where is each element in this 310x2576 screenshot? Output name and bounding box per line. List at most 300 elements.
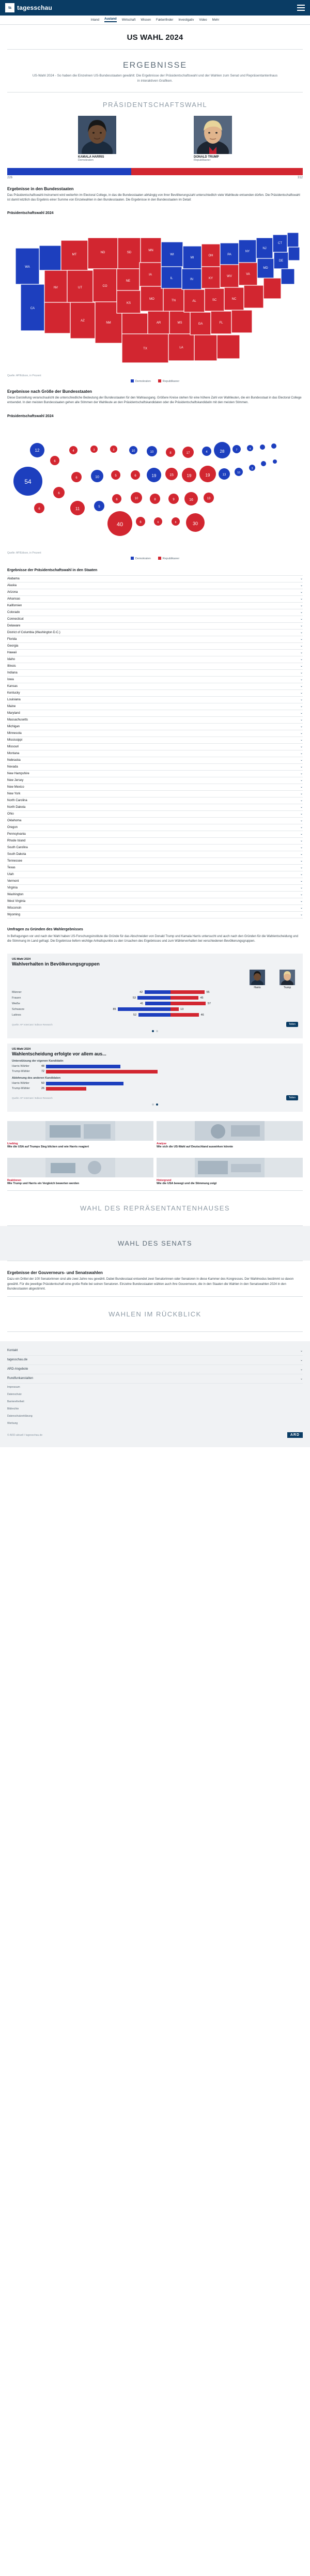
map1-caption: Quelle: AP/Edison, in Prozent xyxy=(7,374,41,378)
card1-footer xyxy=(12,1022,298,1027)
card2-source: Quelle: AP VoteCast / Edison Research xyxy=(12,1096,53,1099)
chevron-down-icon: ⌄ xyxy=(300,671,303,675)
chevron-down-icon: ⌄ xyxy=(300,779,303,783)
states-list-title: Ergebnisse der Präsidentschaftswahl in den Staaten xyxy=(7,568,98,572)
motivation-row-label: Trump-Wähler xyxy=(12,1070,30,1074)
survey-card-motivation xyxy=(7,1044,303,1112)
svg-text:SD: SD xyxy=(127,251,132,255)
motivation-row-label: Harris-Wähler xyxy=(12,1065,29,1068)
state-name: Wisconsin xyxy=(7,906,22,910)
state-accordion-item[interactable] xyxy=(7,636,303,643)
state-accordion-item[interactable] xyxy=(7,737,303,744)
legend-rep-2: Republikaner xyxy=(158,557,179,560)
state-name: Connecticut xyxy=(7,617,24,621)
motivation-bar-row xyxy=(12,1069,298,1074)
state-accordion-item[interactable] xyxy=(7,898,303,905)
chevron-down-icon: ⌄ xyxy=(300,611,303,615)
survey-bar-row xyxy=(12,1012,298,1018)
svg-text:VA: VA xyxy=(246,273,250,277)
svg-text:6: 6 xyxy=(54,459,56,463)
card2-footer xyxy=(12,1095,298,1100)
motivation-row-value: 72 xyxy=(41,1070,44,1074)
state-accordion-item[interactable] xyxy=(7,623,303,630)
svg-text:TX: TX xyxy=(143,347,147,351)
svg-text:13: 13 xyxy=(222,473,226,477)
teaser-row-2 xyxy=(0,1154,310,1190)
candidate-party-harris: Demokraten xyxy=(78,158,94,162)
state-accordion-item[interactable] xyxy=(7,885,303,892)
svg-text:NE: NE xyxy=(126,280,131,283)
svg-text:3: 3 xyxy=(113,448,115,452)
footer-link-datenschutzerklaerung[interactable]: Datenschutzerklärung xyxy=(7,1415,33,1418)
candidate-trump xyxy=(194,116,232,162)
state-name: Iowa xyxy=(7,678,14,681)
chevron-down-icon: ⌄ xyxy=(300,631,303,635)
state-accordion-item[interactable] xyxy=(7,663,303,670)
state-accordion-item[interactable] xyxy=(7,596,303,603)
state-name: Arizona xyxy=(7,590,18,594)
state-accordion-item[interactable] xyxy=(7,717,303,724)
results-heading: ERGEBNISSE xyxy=(122,61,188,70)
chevron-down-icon: ⌄ xyxy=(300,584,303,588)
svg-text:6: 6 xyxy=(38,507,40,511)
svg-text:IL: IL xyxy=(170,277,173,281)
ard-logo[interactable]: ARD xyxy=(287,1432,303,1438)
electoral-dem-value: 226 xyxy=(7,176,13,179)
svg-text:9: 9 xyxy=(173,498,175,501)
survey-row-rep xyxy=(171,1002,298,1005)
state-accordion-item[interactable] xyxy=(7,603,303,609)
state-accordion-item[interactable] xyxy=(7,744,303,750)
nav-item-investigativ[interactable]: Investigativ xyxy=(178,18,194,22)
footer-item-ard-angebote[interactable]: ARD-Angebote ⌄ xyxy=(7,1365,303,1374)
state-name: Mississippi xyxy=(7,738,23,742)
presidential-heading: PRÄSIDENTSCHAFTSWAHL xyxy=(102,100,208,109)
state-accordion-item[interactable] xyxy=(7,609,303,616)
chevron-down-icon: ⌄ xyxy=(300,591,303,594)
footer-link-impressum[interactable]: Impressum xyxy=(7,1386,20,1389)
chevron-down-icon: ⌄ xyxy=(300,732,303,735)
svg-text:IA: IA xyxy=(149,273,152,277)
svg-text:KY: KY xyxy=(208,277,213,281)
survey-row-dem-value: 85 xyxy=(113,1007,116,1011)
state-accordion-item[interactable] xyxy=(7,777,303,784)
state-accordion-item[interactable] xyxy=(7,871,303,878)
svg-text:6: 6 xyxy=(140,520,142,524)
teaser-2[interactable] xyxy=(157,1121,303,1149)
card2-title: Wahlentscheidung erfolgte vor allem aus... xyxy=(12,1051,106,1057)
chevron-down-icon: ⌄ xyxy=(300,860,303,863)
state-name: Vermont xyxy=(7,879,19,883)
card1-candidates xyxy=(12,970,298,989)
footer-link-bildrechte[interactable]: Bildrechte xyxy=(7,1407,19,1411)
survey-row-dem-value: 53 xyxy=(132,996,136,1000)
state-accordion-item[interactable] xyxy=(7,650,303,656)
survey-row-label: Frauen xyxy=(12,996,21,1000)
state-accordion-item[interactable] xyxy=(7,703,303,710)
svg-text:19: 19 xyxy=(151,473,157,478)
mini-photo-harris xyxy=(250,970,265,985)
survey-row-rep-value: 13 xyxy=(180,1007,184,1011)
svg-text:SC: SC xyxy=(212,299,217,302)
state-name: Pennsylvania xyxy=(7,832,26,836)
footer-item-kontakt[interactable]: Kontakt ⌄ xyxy=(7,1346,303,1356)
svg-text:DE: DE xyxy=(278,259,284,263)
state-accordion-item[interactable] xyxy=(7,643,303,650)
governor-senate-text: Dazu ein Drittel der 100 Senatorinnen sind alle zwei Jahre neu gewählt. Dabei Bundesstaat entsendet zwei Senatorinnen oder Senatoren in diese Kammer des Kongresses. Der Wahlmodus bestimmt so davon gewählt. Für die jeweilige Präsidentschaft eine große Rolle bei seinen Senatoren. Einzelne Bundesstaaten wählen auch ihre Gouverneure, die in den Staaten die Wahlen in den Senatswahlen 2024 in den Bundesstaaten abgestimmt. xyxy=(7,1278,294,1291)
card1-share-button[interactable]: Teilen xyxy=(286,1022,298,1027)
state-name: Alabama xyxy=(7,577,20,580)
survey-row-label: Männer xyxy=(12,990,22,994)
teaser-3[interactable] xyxy=(7,1158,153,1186)
survey-row-rep xyxy=(171,996,298,1000)
brand-logo[interactable] xyxy=(5,3,52,12)
footer-item-tagesschau[interactable]: tagesschau.de ⌄ xyxy=(7,1356,303,1365)
chevron-down-icon: ⌄ xyxy=(300,597,303,601)
svg-text:MT: MT xyxy=(72,253,77,257)
svg-text:6: 6 xyxy=(58,492,60,495)
svg-text:28: 28 xyxy=(220,449,225,454)
chevron-down-icon: ⌄ xyxy=(300,765,303,769)
state-accordion-item[interactable] xyxy=(7,683,303,690)
svg-text:10: 10 xyxy=(150,450,154,454)
svg-text:MN: MN xyxy=(148,249,153,253)
chevron-down-icon: ⌄ xyxy=(300,645,303,648)
state-accordion-item[interactable] xyxy=(7,630,303,636)
map2-title: Präsidentschaftswahl 2024 xyxy=(7,414,54,418)
svg-text:19: 19 xyxy=(205,472,210,478)
chevron-down-icon: ⌄ xyxy=(300,1350,303,1353)
footer-link-datenschutz[interactable]: Datenschutz xyxy=(7,1393,22,1397)
footer xyxy=(0,1341,310,1447)
teaser-3-text: Wie Trump und Harris ein Vergleich bewerten werden xyxy=(7,1182,80,1186)
chevron-down-icon: ⌄ xyxy=(300,692,303,695)
chevron-down-icon: ⌄ xyxy=(300,725,303,729)
state-accordion-item[interactable] xyxy=(7,838,303,845)
svg-text:PA: PA xyxy=(227,253,231,257)
card2-dots[interactable] xyxy=(12,1100,298,1106)
state-accordion-item[interactable] xyxy=(7,798,303,804)
chevron-down-icon: ⌄ xyxy=(300,819,303,823)
state-name: Minnesota xyxy=(7,731,22,735)
state-accordion-item[interactable] xyxy=(7,905,303,912)
electoral-bar-dem xyxy=(7,168,131,175)
state-name: South Dakota xyxy=(7,852,26,856)
nav-item-wissen[interactable]: Wissen xyxy=(141,18,151,22)
chevron-down-icon: ⌄ xyxy=(300,651,303,655)
svg-text:4: 4 xyxy=(249,447,251,451)
chevron-down-icon: ⌄ xyxy=(300,826,303,830)
svg-text:8: 8 xyxy=(169,451,172,455)
footer-link-werbung[interactable]: Werbung xyxy=(7,1422,18,1425)
chevron-down-icon: ⌄ xyxy=(300,604,303,608)
card1-dots[interactable] xyxy=(12,1027,298,1032)
teaser-4[interactable] xyxy=(157,1158,303,1186)
svg-text:6: 6 xyxy=(75,476,78,480)
hamburger-icon[interactable] xyxy=(297,5,305,11)
svg-text:AL: AL xyxy=(192,300,196,303)
card1-source: Quelle: AP VoteCast / Edison Research xyxy=(12,1023,53,1026)
state-accordion-item[interactable] xyxy=(7,818,303,824)
state-name: Oregon xyxy=(7,825,18,829)
chevron-down-icon: ⌄ xyxy=(300,618,303,621)
card2-chart-1 xyxy=(12,1064,298,1074)
survey-row-label: Schwarze xyxy=(12,1007,25,1011)
state-accordion-item[interactable] xyxy=(7,670,303,677)
nav-item-inland[interactable]: Inland xyxy=(90,18,100,22)
svg-text:4: 4 xyxy=(206,450,208,454)
card2-kicker: US-Wahl 2024 xyxy=(12,1048,31,1051)
map2-caption: Quelle: AP/Edison, in Prozent xyxy=(7,551,41,555)
chevron-down-icon: ⌄ xyxy=(300,685,303,688)
state-accordion-item[interactable] xyxy=(7,892,303,898)
card1-chart xyxy=(12,989,298,1018)
nav-item-video[interactable]: Video xyxy=(199,18,207,22)
nav-item-faktenfinder[interactable]: Faktenfinder xyxy=(156,18,174,22)
state-accordion-item[interactable] xyxy=(7,690,303,697)
state-accordion-item[interactable] xyxy=(7,710,303,717)
state-accordion-item[interactable] xyxy=(7,589,303,596)
electoral-bar xyxy=(7,168,303,175)
state-name: Delaware xyxy=(7,624,21,627)
house-heading: WAHL DES REPRÄSENTANTENHAUSES xyxy=(80,1204,230,1213)
state-results-article xyxy=(0,181,310,208)
state-name: Montana xyxy=(7,752,20,755)
chevron-down-icon: ⌄ xyxy=(300,712,303,715)
chevron-down-icon: ⌄ xyxy=(300,624,303,628)
card2-share-button[interactable]: Teilen xyxy=(286,1095,298,1100)
state-results-title: Ergebnisse in den Bundesstaaten xyxy=(7,186,74,191)
state-accordion-item[interactable] xyxy=(7,851,303,858)
svg-text:WA: WA xyxy=(25,266,30,269)
chevron-down-icon: ⌄ xyxy=(300,846,303,850)
chevron-down-icon-2: ⌄ xyxy=(300,1359,303,1362)
survey-row-dem xyxy=(43,990,171,994)
state-accordion-item[interactable] xyxy=(7,697,303,703)
survey-row-rep xyxy=(171,990,298,994)
svg-text:40: 40 xyxy=(116,521,123,528)
svg-text:13: 13 xyxy=(207,497,211,500)
svg-text:4: 4 xyxy=(72,449,74,453)
svg-text:7: 7 xyxy=(236,448,238,452)
motivation-row-value: 48 xyxy=(41,1065,44,1068)
governor-senate-title: Ergebnisse der Gouverneurs- und Senatswahlen xyxy=(7,1270,103,1276)
state-name: North Dakota xyxy=(7,805,26,809)
size-results-article xyxy=(0,384,310,410)
candidate-name-trump: DONALD TRUMP xyxy=(194,155,219,159)
chevron-down-icon: ⌄ xyxy=(300,665,303,668)
candidate-row xyxy=(0,114,310,164)
survey-row-dem xyxy=(43,1002,171,1005)
chevron-down-icon-4: ⌄ xyxy=(300,1377,303,1381)
nav-item-wirtschaft[interactable]: Wirtschaft xyxy=(121,18,136,22)
teaser-1-text: Wie die USA auf Trumps Sieg blicken und wie Harris reagiert xyxy=(7,1145,89,1149)
motivation-row-label: Trump-Wähler xyxy=(12,1087,30,1091)
candidate-harris xyxy=(78,116,116,162)
state-accordion-item[interactable] xyxy=(7,831,303,838)
svg-text:AR: AR xyxy=(156,321,161,325)
survey-bar-row xyxy=(12,1006,298,1012)
svg-text:NV: NV xyxy=(53,286,58,290)
teaser-2-image xyxy=(157,1121,303,1141)
survey-row-dem xyxy=(43,1007,171,1011)
svg-text:12: 12 xyxy=(35,448,40,453)
chevron-down-icon: ⌄ xyxy=(300,792,303,796)
state-accordion-item[interactable] xyxy=(7,656,303,663)
survey-bar-row xyxy=(12,1001,298,1006)
svg-text:6: 6 xyxy=(134,474,136,478)
state-accordion-item[interactable] xyxy=(7,791,303,798)
svg-text:GA: GA xyxy=(198,323,203,326)
state-accordion-item[interactable] xyxy=(7,576,303,582)
survey-row-rep-value: 46 xyxy=(200,1013,204,1017)
size-results-text: Diese Darstellung veranschaulicht die unterschiedliche Bedeutung der Bundesstaaten für den Wahlausgang. Größere Kreise stehen für eine höhere Zahl von Wahlleuten, die ein Bundesstaat in das Electoral College entsendet. In den meisten Bundesstaaten gehen alle Stimmen der Wahlleute an den Präsidentschaftskandidaten oder die Präsidentschaftskandidatin mit den meisten Stimmen. xyxy=(7,396,302,405)
svg-text:MD: MD xyxy=(263,267,268,270)
state-accordion-item[interactable] xyxy=(7,730,303,737)
card2-sub1: Unterstützung der eigenen Kandidatin xyxy=(12,1060,64,1063)
teaser-1-image xyxy=(7,1121,153,1141)
surveys-intro-wrap xyxy=(0,934,310,949)
survey-row-rep-value: 45 xyxy=(200,996,204,1000)
svg-text:10: 10 xyxy=(237,471,240,474)
svg-text:WI: WI xyxy=(170,253,174,257)
state-accordion-item[interactable] xyxy=(7,757,303,764)
state-accordion-item[interactable] xyxy=(7,824,303,831)
candidate-party-trump: Republikaner xyxy=(194,158,211,162)
state-name: Kentucky xyxy=(7,691,20,695)
state-name: Indiana xyxy=(7,671,18,674)
state-name: District of Columbia (Washington D.C.) xyxy=(7,631,60,634)
us-bubble-map[interactable] xyxy=(0,418,310,550)
chevron-down-icon: ⌄ xyxy=(300,880,303,883)
state-name: New Mexico xyxy=(7,785,24,789)
state-accordion-item[interactable] xyxy=(7,878,303,885)
state-name: Colorado xyxy=(7,610,20,614)
motivation-bar-row xyxy=(12,1081,298,1086)
map1-title: Präsidentschaftswahl 2024 xyxy=(7,211,54,216)
state-name: Florida xyxy=(7,637,17,641)
svg-text:3: 3 xyxy=(251,467,253,470)
teaser-4-kicker: Hintergrund xyxy=(157,1179,172,1183)
teaser-4-text: Wie die USA bewegt und die Stimmung zeigt xyxy=(157,1182,217,1186)
svg-text:CA: CA xyxy=(30,307,35,311)
state-accordion-item[interactable] xyxy=(7,784,303,791)
surveys-heading: Umfragen zu Gründen des Wahlergebnisses xyxy=(7,927,83,931)
survey-row-rep xyxy=(171,1007,298,1011)
state-name: Maine xyxy=(7,704,16,708)
state-name: Michigan xyxy=(7,725,20,728)
state-name: Washington xyxy=(7,893,24,896)
survey-bar-row xyxy=(12,995,298,1001)
survey-row-dem xyxy=(43,1013,171,1017)
state-accordion-item[interactable] xyxy=(7,771,303,777)
svg-text:CT: CT xyxy=(278,242,282,246)
svg-text:NY: NY xyxy=(245,250,250,254)
state-accordion-item[interactable] xyxy=(7,811,303,818)
state-name: Louisiana xyxy=(7,698,21,701)
state-accordion-item[interactable] xyxy=(7,616,303,623)
electoral-bar-rep xyxy=(131,168,303,175)
state-accordion-item[interactable] xyxy=(7,858,303,865)
candidate-photo-harris xyxy=(78,116,116,154)
survey-bar-row xyxy=(12,989,298,995)
chevron-down-icon: ⌄ xyxy=(300,806,303,809)
svg-text:MI: MI xyxy=(190,256,194,260)
teaser-1[interactable] xyxy=(7,1121,153,1149)
state-accordion-item[interactable] xyxy=(7,865,303,871)
state-accordion-item[interactable] xyxy=(7,677,303,683)
footer-bottom xyxy=(7,1427,303,1438)
state-name: Massachusetts xyxy=(7,718,28,722)
nav-item-ausland[interactable]: Ausland xyxy=(104,18,117,22)
motivation-row-value: 50 xyxy=(41,1082,44,1085)
chevron-down-icon: ⌄ xyxy=(300,893,303,897)
svg-text:ND: ND xyxy=(100,251,105,255)
state-name: Kalifornien xyxy=(7,604,22,607)
survey-row-dem-value: 41 xyxy=(140,1002,144,1005)
state-name: Texas xyxy=(7,866,16,869)
card2-chart-2 xyxy=(12,1081,298,1091)
teaser-3-image xyxy=(7,1158,153,1177)
svg-text:30: 30 xyxy=(192,520,198,526)
state-accordion-item[interactable] xyxy=(7,764,303,771)
state-accordion-item[interactable] xyxy=(7,804,303,811)
svg-text:MS: MS xyxy=(177,321,182,325)
mini-photo-trump xyxy=(280,970,295,985)
svg-text:TN: TN xyxy=(172,299,176,303)
svg-text:NJ: NJ xyxy=(262,247,267,251)
footer-item-rundfunkanstalten[interactable]: Rundfunkanstalten ⌄ xyxy=(7,1374,303,1384)
svg-text:UT: UT xyxy=(78,286,82,290)
retrospect-heading: WAHLEN IM RÜCKBLICK xyxy=(109,1310,202,1318)
card1-cand-harris xyxy=(250,970,265,989)
chevron-down-icon: ⌄ xyxy=(300,705,303,709)
svg-text:KS: KS xyxy=(126,302,131,305)
state-name: North Carolina xyxy=(7,799,27,802)
svg-text:LA: LA xyxy=(179,346,183,350)
teaser-2-text: Wie sich die US-Wahl auf Deutschland auswirken könnte xyxy=(157,1145,233,1149)
us-choropleth-map[interactable] xyxy=(0,215,310,373)
chevron-down-icon: ⌄ xyxy=(300,833,303,836)
footer-link-barrierefreiheit[interactable]: Barrierefreiheit xyxy=(7,1400,24,1404)
electoral-bar-labels xyxy=(7,175,303,179)
survey-card-groups xyxy=(7,954,303,1038)
nav-item-mehr[interactable]: Mehr xyxy=(212,18,220,22)
state-accordion-item[interactable] xyxy=(7,845,303,851)
states-accordion xyxy=(7,575,303,918)
svg-text:NC: NC xyxy=(231,298,237,301)
state-accordion-item[interactable] xyxy=(7,750,303,757)
senate-heading: WAHL DES SENATS xyxy=(117,1239,193,1248)
svg-text:NM: NM xyxy=(106,321,111,325)
motivation-row-value: 26 xyxy=(41,1087,44,1091)
electoral-rep-value: 312 xyxy=(297,176,303,179)
svg-text:16: 16 xyxy=(189,498,193,502)
svg-text:6: 6 xyxy=(116,498,118,501)
state-name: New Hampshire xyxy=(7,772,29,775)
motivation-row-label: Harris-Wähler xyxy=(12,1082,29,1085)
state-accordion-item[interactable] xyxy=(7,582,303,589)
chevron-down-icon: ⌄ xyxy=(300,718,303,722)
state-name: Missouri xyxy=(7,745,19,748)
state-name: Utah xyxy=(7,872,14,876)
state-accordion-item[interactable] xyxy=(7,724,303,730)
size-results-title: Ergebnisse nach Größe der Bundesstaaten xyxy=(7,389,92,394)
map-legend-2 xyxy=(0,555,310,561)
state-accordion-item[interactable] xyxy=(7,912,303,918)
state-name: Ohio xyxy=(7,812,14,816)
survey-row-dem-value: 52 xyxy=(133,1013,137,1017)
